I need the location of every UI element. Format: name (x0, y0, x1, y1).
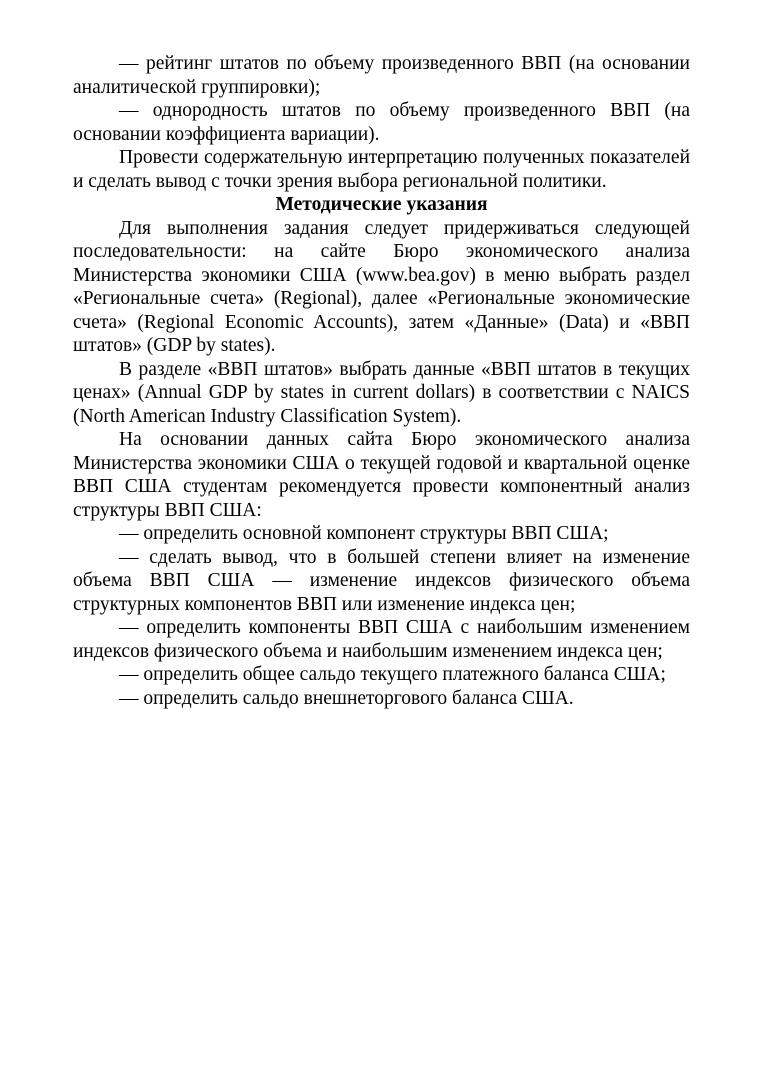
paragraph-gdp-states-section: В разделе «ВВП штатов» выбрать данные «ВВП штатов в текущих ценах» (Annual GDP by states in current dollars) в соответствии с NAICS (North American Industry Classification System). (73, 358, 690, 427)
paragraph-sequence: Для выполнения задания следует придерживаться следующей последовательности: на сайте Бюро экономического анализа Министерства экономики США (www.bea.gov) в меню выбрать раздел «Региональные счета» (Regional), далее «Региональные экономические счета» (Regional Economic Accounts), затем «Данные» (Data) и «ВВП штатов» (GDP by states). (73, 217, 690, 356)
paragraph-rating-states: — рейтинг штатов по объему произведенного ВВП (на основании аналитической группировки); (73, 53, 690, 98)
list-item-trade-balance: — определить сальдо внешнеторгового баланса США. (119, 687, 574, 709)
paragraph-interpretation: Провести содержательную интерпретацию полученных показателей и сделать вывод с точки зрения выбора региональной политики. (73, 147, 690, 192)
list-item-components-change: — определить компоненты ВВП США с наибольшим изменением индексов физического объема и наибольшим изменением индекса цен; (73, 617, 690, 662)
list-item-current-balance: — определить общее сальдо текущего платежного баланса США; (119, 664, 666, 685)
paragraph-homogeneity-states: — однородность штатов по объему произведенного ВВП (на основании коэффициента вариации). (73, 100, 690, 145)
list-item-conclusion: — сделать вывод, что в большей степени влияет на изменение объема ВВП США — изменение индексов физического объема структурных компонентов ВВП или изменение индекса цен; (73, 546, 690, 615)
document-page (73, 52, 690, 710)
section-heading: Методические указания (275, 194, 488, 215)
list-item-main-component: — определить основной компонент структуры ВВП США; (119, 523, 609, 544)
paragraph-component-analysis: На основании данных сайта Бюро экономического анализа Министерства экономики США о текущей годовой и квартальной оценке ВВП США студентам рекомендуется провести компонентный анализ структуры ВВП США: (73, 429, 690, 521)
